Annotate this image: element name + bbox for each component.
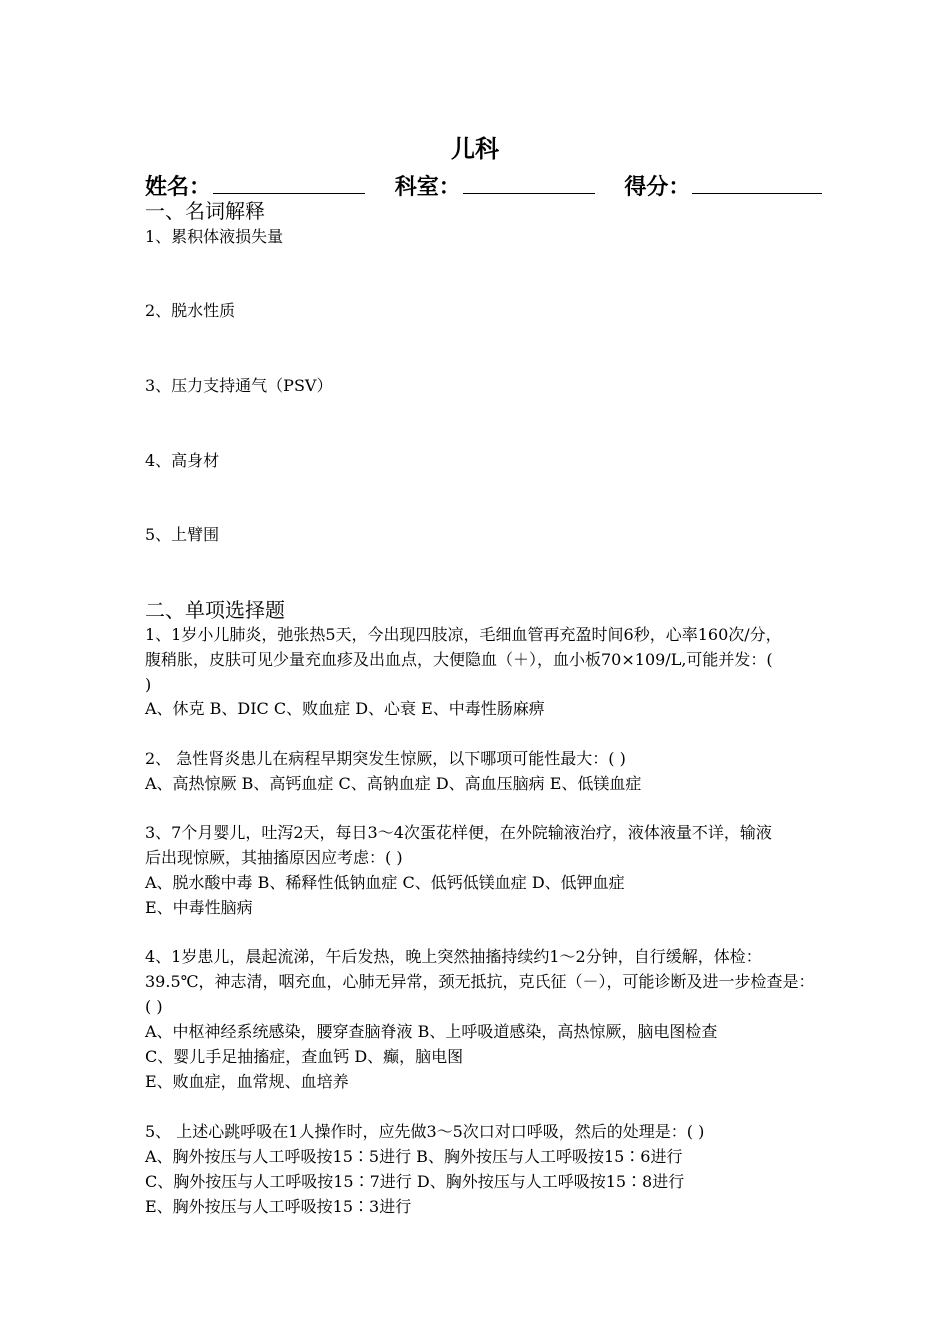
question-2-options: A、高热惊厥 B、高钙血症 C、高钠血症 D、高血压脑病 E、低镁血症 <box>145 774 642 793</box>
question-5-options: A、胸外按压与人工呼吸按15∶5进行 B、胸外按压与人工呼吸按15∶6进行 <box>145 1147 683 1166</box>
question-5-options: E、胸外按压与人工呼吸按15∶3进行 <box>145 1197 412 1216</box>
question-4-text: 4、1岁患儿，晨起流涕，午后发热，晚上突然抽搐持续约1～2分钟，自行缓解，体检： <box>145 947 762 966</box>
question-4-text: ( ) <box>145 997 163 1016</box>
question-3-options: A、脱水酸中毒 B、稀释性低钠血症 C、低钙低镁血症 D、低钾血症 <box>145 873 625 892</box>
question-4-options: A、中枢神经系统感染，腰穿查脑脊液 B、上呼吸道感染，高热惊厥，脑电图检查 <box>145 1022 718 1041</box>
definition-item: 5、上臂围 <box>145 525 220 544</box>
question-4-options: C、婴儿手足抽搐症，查血钙 D、癫，脑电图 <box>145 1047 464 1066</box>
definition-item: 4、高身材 <box>145 451 220 470</box>
name-label: 姓名： <box>145 174 212 200</box>
question-2-text: 2、 急性肾炎患儿在病程早期突发生惊厥，以下哪项可能性最大：( ) <box>145 749 626 768</box>
question-4-text: 39.5℃，神志清，咽充血，心肺无异常，颈无抵抗，克氏征（－），可能诊断及进一步检查是： <box>145 972 815 991</box>
definition-item: 3、压力支持通气（PSV） <box>145 376 333 395</box>
question-1-text: 腹稍胀，皮肤可见少量充血疹及出血点，大便隐血（＋），血小板70×109/L,可能并发：( <box>145 650 773 669</box>
question-3-text: 后出现惊厥，其抽搐原因应考虑：( ) <box>145 848 403 867</box>
definition-item: 1、累积体液损失量 <box>145 227 284 246</box>
score-label: 得分： <box>624 174 691 200</box>
question-1-options: A、休克 B、DIC C、败血症 D、心衰 E、中毒性肠麻痹 <box>145 699 545 718</box>
dept-blank[interactable] <box>463 171 595 194</box>
score-blank[interactable] <box>692 171 822 194</box>
question-3-text: 3、7个月婴儿，吐泻2天，每日3～4次蛋花样便，在外院输液治疗，液体液量不详，输液 <box>145 823 772 842</box>
question-4-options: E、败血症，血常规、血培养 <box>145 1072 349 1091</box>
section-heading-definitions: 一、名词解释 <box>145 199 265 223</box>
question-3-options: E、中毒性脑病 <box>145 898 253 917</box>
definition-item: 2、脱水性质 <box>145 301 236 320</box>
question-5-text: 5、 上述心跳呼吸在1人操作时，应先做3～5次口对口呼吸，然后的处理是：( ) <box>145 1122 705 1141</box>
name-blank[interactable] <box>213 171 365 194</box>
dept-label: 科室： <box>394 174 461 200</box>
question-5-options: C、胸外按压与人工呼吸按15∶7进行 D、胸外按压与人工呼吸按15∶8进行 <box>145 1172 685 1191</box>
exam-title: 儿科 <box>451 134 499 163</box>
question-1-text: ) <box>145 675 152 694</box>
question-1-text: 1、1岁小儿肺炎，弛张热5天，今出现四肢凉，毛细血管再充盈时间6秒，心率160次/分， <box>145 625 782 644</box>
section-heading-choice: 二、单项选择题 <box>145 598 285 622</box>
